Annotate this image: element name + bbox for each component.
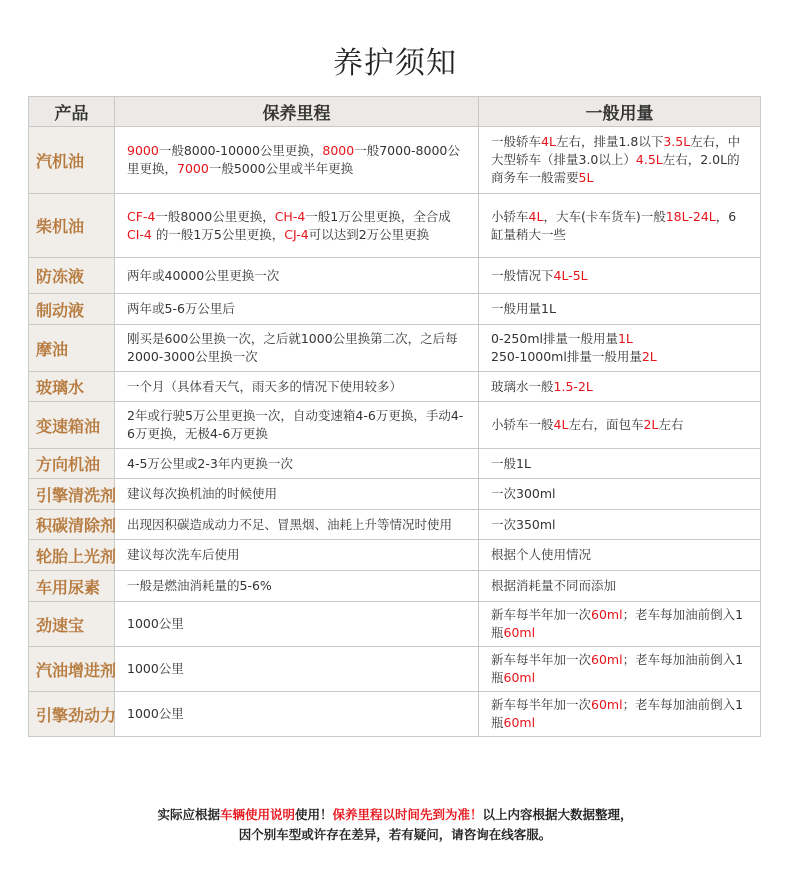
highlight-text: 3.5L [663, 134, 691, 149]
highlight-text: 1.5-2L [553, 378, 593, 394]
table-row [29, 692, 761, 737]
product-name: 摩油 [29, 325, 115, 372]
footer-line-2 [0, 825, 790, 845]
table-row [29, 510, 761, 540]
usage-cell [479, 449, 761, 479]
usage-cell [479, 602, 761, 647]
table-row [29, 449, 761, 479]
product-name: 柴机油 [29, 194, 115, 258]
highlight-text: CJ-4 [284, 226, 309, 242]
table-row [29, 258, 761, 294]
text-segment: 一般1L [491, 455, 531, 471]
product-name: 车用尿素 [29, 571, 115, 602]
text-segment: 一般7000-8000公里更换， [127, 143, 460, 176]
text-segment: 左右 [658, 417, 684, 432]
text-segment: 0-250ml排量一般用量 [491, 331, 618, 346]
mileage-cell [115, 692, 479, 737]
text-segment: 1000公里 [127, 661, 184, 676]
product-name: 制动液 [29, 294, 115, 325]
text-segment: 使用！ [294, 807, 333, 822]
text-segment: 建议每次洗车后使用 [127, 547, 240, 562]
highlight-text: 60ml [503, 625, 536, 640]
usage-cell [479, 294, 761, 325]
mileage-cell [115, 647, 479, 692]
product-name: 汽油增进剂 [29, 647, 115, 692]
mileage-cell [115, 402, 479, 449]
highlight-text: 18L-24L [665, 208, 716, 224]
highlight-text: 60ml [591, 607, 623, 622]
highlight-text: 车辆使用说明 [219, 807, 295, 822]
table-row [29, 325, 761, 372]
product-name: 引擎清洗剂 [29, 479, 115, 510]
text-segment: 两年或5-6万公里后 [127, 301, 235, 316]
text-segment: 因个别车型或许存在差异，若有疑问，请咨询在线客服。 [238, 827, 552, 842]
text-segment: 的一般1万5公里更换， [151, 226, 285, 242]
maintenance-table [28, 96, 761, 737]
text-segment: 新车每半年加一次 [491, 652, 592, 667]
text-segment: 一般8000-10000公里更换， [158, 143, 323, 158]
text-segment: ；老车每加油前倒入1瓶 [491, 652, 744, 685]
highlight-text: 4L [553, 417, 569, 432]
text-segment: 两年或40000公里更换一次 [127, 267, 280, 283]
highlight-text: CF-4 [127, 208, 156, 224]
highlight-text: 2L [643, 417, 659, 432]
footer-note [0, 805, 790, 845]
text-segment: 一般情况下 [491, 267, 554, 283]
text-segment: 小轿车一般 [491, 417, 554, 432]
usage-cell [479, 692, 761, 737]
text-segment: 根据消耗量不同而添加 [491, 578, 617, 593]
text-segment: 以上内容根据大数据整理， [482, 807, 633, 822]
text-segment: 新车每半年加一次 [491, 697, 592, 712]
text-segment: 一般5000公里或半年更换 [208, 161, 354, 176]
table-row [29, 127, 761, 194]
text-segment: 250-1000ml排量一般用量 [491, 349, 642, 364]
highlight-text: CI-4 [127, 226, 152, 242]
page-title: 养护须知 [333, 46, 457, 81]
text-segment: ，6缸量稍大一些 [491, 208, 737, 242]
text-segment: 左右，面包车 [568, 417, 644, 432]
header-usage: 一般用量 [479, 97, 761, 127]
highlight-text: 保养里程以时间先到为准！ [332, 807, 483, 822]
table-header-row [29, 97, 761, 127]
highlight-text: 60ml [591, 652, 623, 667]
mileage-cell [115, 372, 479, 402]
highlight-text: 8000 [322, 143, 355, 158]
text-segment: 2年或行驶5万公里更换一次，自动变速箱4-6万更换，手动4-6万更换，无极4-6万更换 [127, 408, 464, 441]
mileage-cell [115, 294, 479, 325]
text-segment: ；老车每加油前倒入1瓶 [491, 607, 744, 640]
text-segment: 1000公里 [127, 616, 184, 631]
usage-cell [479, 194, 761, 258]
text-segment: 左右，2.0L的商务车一般需要 [491, 152, 740, 185]
highlight-text: 5L [578, 170, 594, 185]
text-segment: 新车每半年加一次 [491, 607, 592, 622]
usage-cell [479, 372, 761, 402]
usage-cell [479, 479, 761, 510]
highlight-text: 7000 [177, 161, 209, 176]
usage-cell [479, 540, 761, 571]
product-name: 汽机油 [29, 127, 115, 194]
usage-cell [479, 510, 761, 540]
text-segment: 一般8000公里更换， [155, 208, 275, 224]
usage-cell [479, 258, 761, 294]
mileage-cell [115, 258, 479, 294]
mileage-cell [115, 479, 479, 510]
highlight-text: 2L [641, 349, 657, 364]
mileage-cell [115, 602, 479, 647]
highlight-text: 4.5L [635, 152, 663, 167]
product-name: 变速箱油 [29, 402, 115, 449]
table-row [29, 294, 761, 325]
product-name: 积碳清除剂 [29, 510, 115, 540]
mileage-cell [115, 510, 479, 540]
text-segment: 小轿车 [491, 208, 529, 224]
table-row [29, 647, 761, 692]
text-segment: 一次300ml [491, 486, 556, 501]
usage-cell [479, 647, 761, 692]
text-segment: ；老车每加油前倒入1瓶 [491, 697, 744, 730]
usage-cell [479, 571, 761, 602]
text-segment: 左右，排量1.8以下 [555, 134, 664, 149]
text-segment: 可以达到2万公里更换 [308, 226, 430, 242]
text-segment: 4-5万公里或2-3年内更换一次 [127, 455, 293, 471]
text-segment: 一般是燃油消耗量的5-6% [127, 578, 272, 593]
mileage-cell [115, 571, 479, 602]
product-name: 防冻液 [29, 258, 115, 294]
table-row [29, 571, 761, 602]
text-segment: 一般1万公里更换，全合成 [305, 208, 451, 224]
mileage-cell [115, 325, 479, 372]
mileage-cell [115, 127, 479, 194]
text-segment: ，大车(卡车货车)一般 [543, 208, 666, 224]
text-segment: 实际应根据 [157, 807, 220, 822]
highlight-text: 60ml [591, 697, 623, 712]
table-row [29, 540, 761, 571]
highlight-text: 60ml [503, 670, 536, 685]
product-name: 轮胎上光剂 [29, 540, 115, 571]
header-product: 产品 [29, 97, 115, 127]
highlight-text: 9000 [127, 143, 159, 158]
text-segment: 1000公里 [127, 706, 184, 721]
product-name: 玻璃水 [29, 372, 115, 402]
usage-cell [479, 402, 761, 449]
text-segment: 根据个人使用情况 [491, 547, 592, 562]
usage-cell [479, 325, 761, 372]
highlight-text: 4L [528, 208, 544, 224]
text-segment: 出现因积碳造成动力不足、冒黑烟、油耗上升等情况时使用 [127, 516, 453, 532]
highlight-text: CH-4 [274, 208, 306, 224]
footer-line-1 [0, 805, 790, 825]
header-mileage: 保养里程 [115, 97, 479, 127]
table-row [29, 602, 761, 647]
product-name: 劲速宝 [29, 602, 115, 647]
mileage-cell [115, 194, 479, 258]
table-row [29, 402, 761, 449]
text-segment: 左右，中大型轿车（排量3.0以上） [491, 134, 741, 167]
highlight-text: 4L-5L [553, 267, 588, 283]
text-segment: 玻璃水一般 [491, 378, 554, 394]
table-row [29, 479, 761, 510]
text-segment: 一般轿车 [491, 134, 542, 149]
mileage-cell [115, 449, 479, 479]
highlight-text: 1L [617, 331, 633, 346]
highlight-text: 60ml [503, 715, 536, 730]
table-row [29, 372, 761, 402]
text-segment: 一个月（具体看天气，雨天多的情况下使用较多） [127, 378, 403, 394]
highlight-text: 4L [541, 134, 556, 149]
text-segment: 一般用量1L [491, 301, 556, 316]
table-row [29, 194, 761, 258]
text-segment: 一次350ml [491, 516, 556, 532]
mileage-cell [115, 540, 479, 571]
product-name: 引擎劲动力 [29, 692, 115, 737]
usage-cell [479, 127, 761, 194]
text-segment: 刚买是600公里换一次，之后就1000公里换第二次，之后每2000-3000公里换一次 [127, 331, 458, 364]
product-name: 方向机油 [29, 449, 115, 479]
text-segment: 建议每次换机油的时候使用 [127, 486, 278, 501]
